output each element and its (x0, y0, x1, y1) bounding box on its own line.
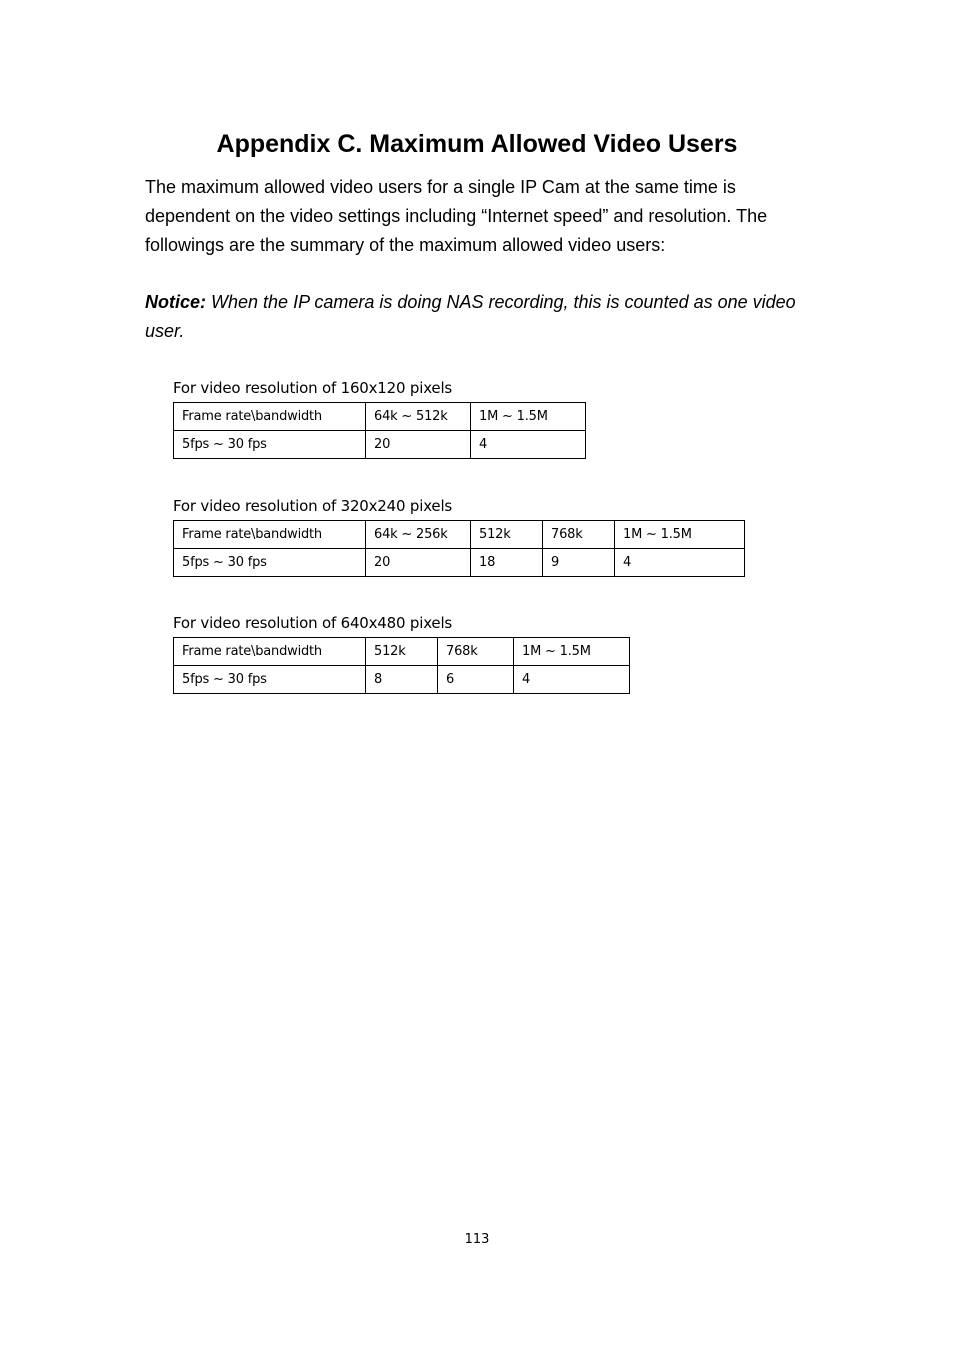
table-cell: 4 (514, 666, 630, 694)
resolution-section-640x480 (173, 613, 630, 694)
resolution-section-160x120 (173, 378, 586, 459)
table-caption: For video resolution of 640x480 pixels (173, 614, 453, 632)
table-cell: 20 (366, 431, 471, 459)
users-table-320x240 (173, 520, 745, 577)
header-cell: 512k (471, 521, 543, 549)
table-caption: For video resolution of 320x240 pixels (173, 497, 453, 515)
table-header-row (174, 403, 586, 431)
header-cell: 768k (438, 638, 514, 666)
table-caption: For video resolution of 160x120 pixels (173, 379, 453, 397)
table-cell: 5fps ~ 30 fps (174, 431, 366, 459)
users-table-640x480 (173, 637, 630, 694)
page-number: 113 (464, 1232, 490, 1247)
header-cell: Frame rate\bandwidth (174, 403, 366, 431)
notice-label: Notice: (145, 292, 207, 312)
table-header-row (174, 521, 745, 549)
users-table-160x120 (173, 402, 586, 459)
notice-text: When the IP camera is doing NAS recording, this is counted as one video user. (145, 292, 796, 341)
resolution-section-320x240 (173, 496, 745, 577)
header-cell: 1M ~ 1.5M (615, 521, 745, 549)
intro-paragraph: The maximum allowed video users for a single IP Cam at the same time is dependent on the video settings including “Internet speed” and resolution. The followings are the summary of the maximum allowed video users: (145, 177, 768, 255)
table-cell: 18 (471, 549, 543, 577)
table-cell: 20 (366, 549, 471, 577)
table-cell: 8 (366, 666, 438, 694)
notice-paragraph (145, 288, 825, 346)
table-cell: 5fps ~ 30 fps (174, 549, 366, 577)
table-row (174, 549, 745, 577)
header-cell: 64k ~ 256k (366, 521, 471, 549)
table-header-row (174, 638, 630, 666)
header-cell: 512k (366, 638, 438, 666)
table-cell: 4 (471, 431, 586, 459)
header-cell: 768k (543, 521, 615, 549)
header-cell: Frame rate\bandwidth (174, 638, 366, 666)
header-cell: Frame rate\bandwidth (174, 521, 366, 549)
header-cell: 1M ~ 1.5M (514, 638, 630, 666)
header-cell: 64k ~ 512k (366, 403, 471, 431)
table-cell: 4 (615, 549, 745, 577)
table-cell: 5fps ~ 30 fps (174, 666, 366, 694)
header-cell: 1M ~ 1.5M (471, 403, 586, 431)
table-cell: 6 (438, 666, 514, 694)
table-cell: 9 (543, 549, 615, 577)
page-title: Appendix C. Maximum Allowed Video Users (216, 130, 738, 158)
table-row (174, 431, 586, 459)
table-row (174, 666, 630, 694)
